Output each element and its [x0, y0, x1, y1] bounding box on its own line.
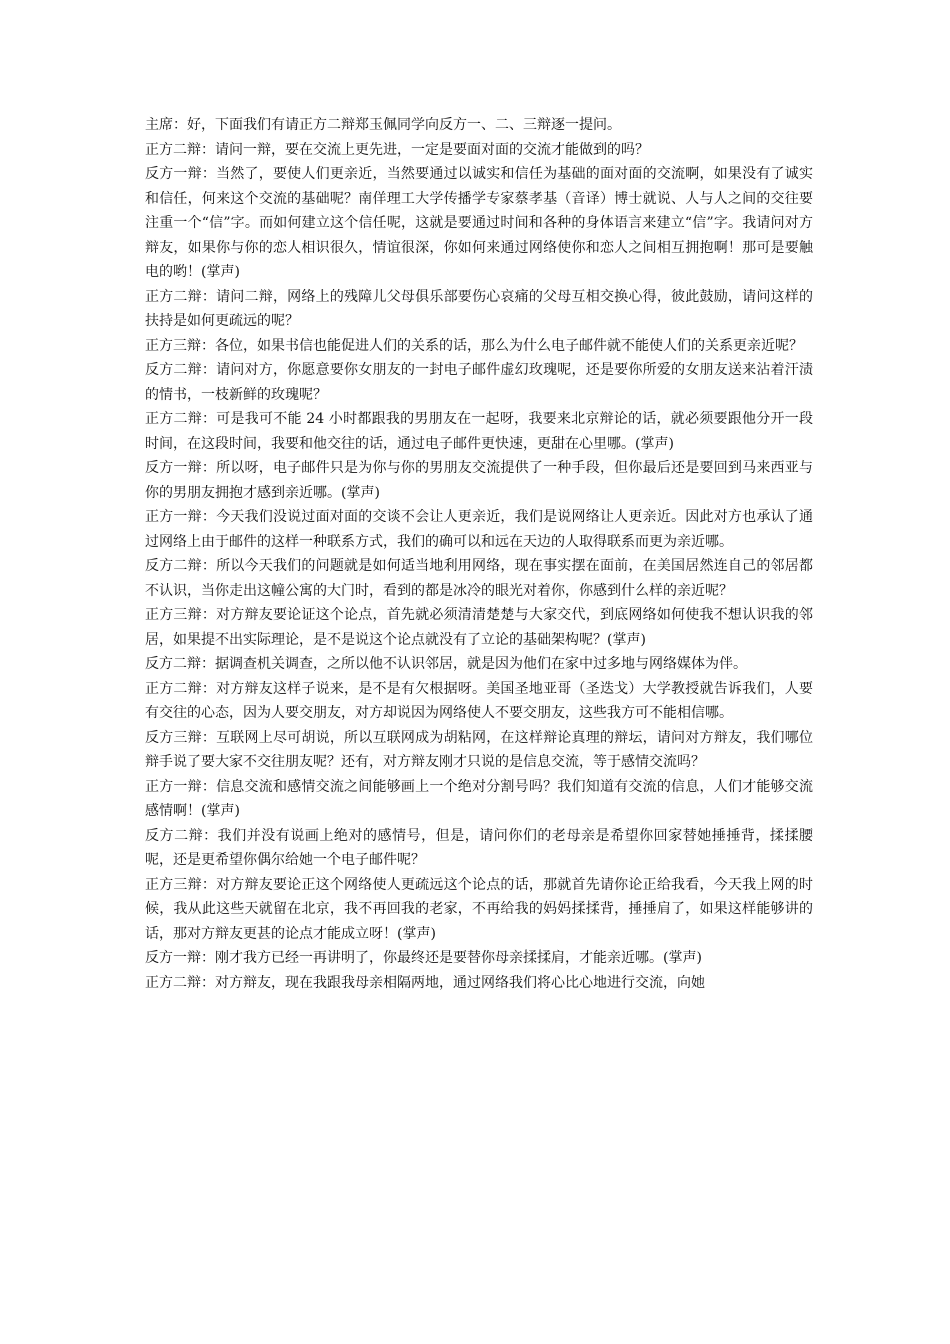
- transcript-paragraph: 反方一辩：刚才我方已经一再讲明了，你最终还是要替你母亲揉揉肩，才能亲近哪。(掌声): [145, 950, 702, 966]
- transcript-paragraph: 反方三辩：互联网上尽可胡说，所以互联网成为胡粘网，在这样辩论真理的辩坛，请问对方辩友，我们哪位辩手说了要大家不交往朋友呢？还有，对方辩友刚才只说的是信息交流，等于感情交流吗？: [145, 729, 813, 770]
- transcript-paragraph: 正方二辩：请问二辩，网络上的残障儿父母俱乐部要伤心哀痛的父母互相交换心得，彼此鼓励，请问这样的扶持是如何更疏远的呢？: [145, 288, 813, 329]
- transcript-paragraph: 正方二辩：对方辩友这样子说来，是不是有欠根据呀。美国圣地亚哥（圣迭戈）大学教授就告诉我们，人要有交往的心态，因为人要交朋友，对方却说因为网络使人不要交朋友，这些我方可不能相信哪。: [145, 680, 813, 721]
- transcript-paragraph: 主席：好，下面我们有请正方二辩郑玉佩同学向反方一、二、三辩逐一提问。: [145, 117, 621, 133]
- transcript-paragraph: 正方三辩：各位，如果书信也能促进人们的关系的话，那么为什么电子邮件就不能使人们的关系更亲近呢？: [145, 337, 803, 354]
- transcript-paragraph: 反方二辩：据调查机关调查，之所以他不认识邻居，就是因为他们在家中过多地与网络媒体为伴。: [145, 656, 747, 672]
- transcript-paragraph: 正方二辩：对方辩友，现在我跟我母亲相隔两地，通过网络我们将心比心地进行交流，向她: [145, 974, 705, 991]
- transcript-paragraph: 正方一辩：信息交流和感情交流之间能够画上一个绝对分割号吗？我们知道有交流的信息，人们才能够交流感情啊！(掌声): [145, 778, 813, 819]
- transcript-paragraph: 反方二辩：请问对方，你愿意要你女朋友的一封电子邮件虚幻玫瑰呢，还是要你所爱的女朋友送来沾着汗渍的情书，一枝新鲜的玫瑰呢？: [145, 362, 813, 403]
- transcript-paragraph: 正方三辩：对方辩友要论正这个网络使人更疏远这个论点的话，那就首先请你论正给我看，今天我上网的时候，我从此这些天就留在北京，我不再回我的老家，不再给我的妈妈揉揉背，捶捶肩了，如果这样能够讲的话，那对方辩友更甚的论点才能成立呀！(掌声): [145, 876, 813, 942]
- transcript-paragraph: 正方二辩：请问一辩，要在交流上更先进，一定是要面对面的交流才能做到的吗？: [145, 141, 649, 158]
- transcript-paragraph: 反方二辩：所以今天我们的问题就是如何适当地利用网络，现在事实摆在面前，在美国居然连自己的邻居都不认识，当你走出这幢公寓的大门时，看到的都是冰冷的眼光对着你，你感到什么样的亲近呢？: [145, 558, 813, 599]
- transcript-paragraph: 正方三辩：对方辩友要论证这个论点，首先就必须清清楚楚与大家交代，到底网络如何使我不想认识我的邻居，如果提不出实际理论，是不是说这个论点就没有了立论的基础架构呢？(掌声): [145, 607, 813, 648]
- transcript-paragraph: 反方二辩：我们并没有说画上绝对的感情号，但是，请问你们的老母亲是希望你回家替她捶捶背，揉揉腰呢，还是更希望你偶尔给她一个电子邮件呢？: [145, 827, 813, 868]
- transcript-paragraph: 反方一辩：所以呀，电子邮件只是为你与你的男朋友交流提供了一种手段，但你最后还是要回到马来西亚与你的男朋友拥抱才感到亲近哪。(掌声): [145, 460, 813, 501]
- document-page: [145, 113, 813, 995]
- transcript-paragraph: 正方二辩：可是我可不能 24 小时都跟我的男朋友在一起呀，我要来北京辩论的话，就必须要跟他分开一段时间，在这段时间，我要和他交往的话，通过电子邮件更快速，更甜在心里哪。(掌声): [145, 411, 813, 452]
- transcript-paragraph: 正方一辩：今天我们没说过面对面的交谈不会让人更亲近，我们是说网络让人更亲近。因此对方也承认了通过网络上由于邮件的这样一种联系方式，我们的确可以和远在天边的人取得联系而更为亲近哪。: [145, 509, 813, 550]
- transcript-paragraph: 反方一辩：当然了，要使人们更亲近，当然要通过以诚实和信任为基础的面对面的交流啊，如果没有了诚实和信任，何来这个交流的基础呢？南佯理工大学传播学专家蔡孝基（音译）博士就说、人与人之间的交往要注重一个“信”字。而如何建立这个信任呢，这就是要通过时间和各种的身体语言来建立“信”字。我请问对方辩友，如果你与你的恋人相识很久，情谊很深，你如何来通过网络使你和恋人之间相互拥抱啊！那可是要触电的哟！(掌声): [145, 166, 813, 280]
